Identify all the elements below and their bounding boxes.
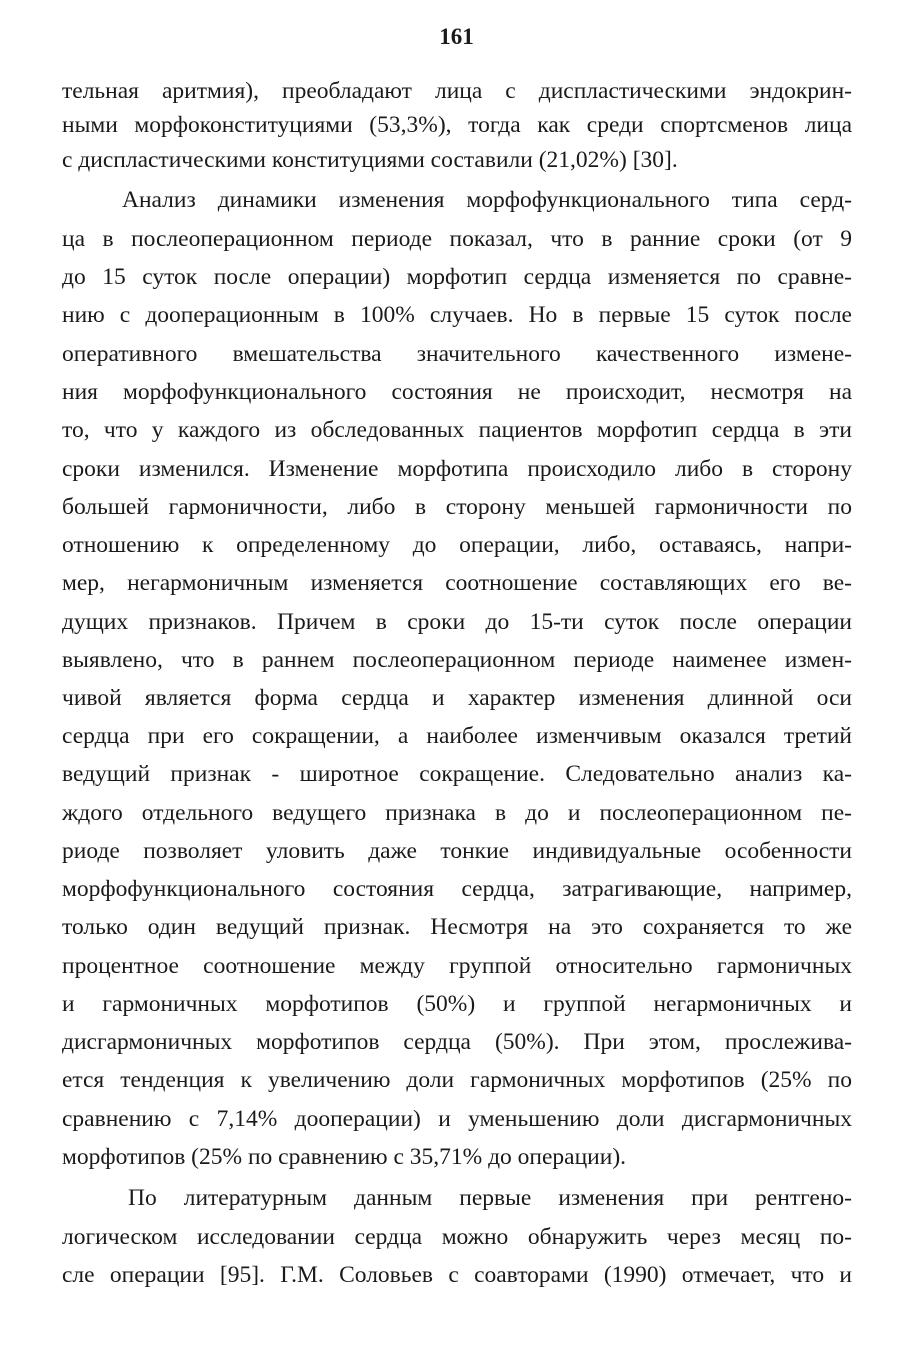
text-line: ждого отдельного ведущего признака в до и послеоперационном пе- — [62, 800, 852, 826]
text-line: морфотипов (25% по сравнению с 35,71% до операции). — [62, 1144, 627, 1170]
text-line: сле операции [95]. Г.М. Соловьев с соавторами (1990) отмечает, что и — [62, 1262, 852, 1288]
text-line: и гармоничных морфотипов (50%) и группой негармоничных и — [62, 991, 852, 1017]
text-line: ется тенденция к увеличению доли гармоничных морфотипов (25% по — [62, 1067, 852, 1093]
text-line: оперативного вмешательства значительного качественного измене- — [62, 341, 852, 367]
text-line: процентное соотношение между группой относительно гармоничных — [62, 953, 852, 979]
text-line: ния морфофункционального состояния не происходит, несмотря на — [62, 379, 852, 405]
text-line: выявлено, что в раннем послеоперационном периоде наименее измен- — [62, 647, 852, 673]
text-line: сроки изменился. Изменение морфотипа происходило либо в сторону — [62, 456, 852, 482]
text-line: риоде позволяет уловить даже тонкие индивидуальные особенности — [62, 838, 852, 864]
text-line: ными морфоконституциями (53,3%), тогда как среди спортсменов лица — [62, 112, 852, 138]
text-line: логическом исследовании сердца можно обнаружить через месяц по- — [62, 1224, 852, 1250]
text-line: Анализ динамики изменения морфофункционального типа серд- — [122, 187, 852, 213]
text-line: По литературным данным первые изменения при рентгено- — [128, 1185, 852, 1211]
text-line: мер, негармоничным изменяется соотношение составляющих его ве- — [62, 570, 852, 596]
text-line: нию с дооперационным в 100% случаев. Но в первые 15 суток после — [62, 302, 852, 328]
text-line: ведущий признак - широтное сокращение. Следовательно анализ ка- — [62, 761, 852, 787]
text-line: чивой является форма сердца и характер изменения длинной оси — [62, 685, 852, 711]
text-line: отношению к определенному до операции, либо, оставаясь, напри- — [62, 532, 852, 558]
text-line: то, что у каждого из обследованных пациентов морфотип сердца в эти — [62, 417, 852, 443]
text-line: с диспластическими конституциями составили (21,02%) [30]. — [62, 147, 678, 173]
page-number: 161 — [439, 24, 474, 49]
text-line: большей гармоничности, либо в сторону меньшей гармоничности по — [62, 494, 852, 520]
text-line: морфофункционального состояния сердца, затрагивающие, например, — [62, 876, 852, 902]
text-line: сравнению с 7,14% дооперации) и уменьшению доли дисгармоничных — [62, 1106, 852, 1132]
text-line: только один ведущий признак. Несмотря на это сохраняется то же — [62, 914, 852, 940]
text-line: дущих признаков. Причем в сроки до 15-ти суток после операции — [62, 609, 852, 635]
text-line: сердца при его сокращении, а наиболее изменчивым оказался третий — [62, 723, 852, 749]
text-line: ца в послеоперационном периоде показал, что в ранние сроки (от 9 — [62, 226, 852, 252]
text-line: дисгармоничных морфотипов сердца (50%). При этом, прослежива- — [62, 1029, 852, 1055]
text-line: до 15 суток после операции) морфотип сердца изменяется по сравне- — [62, 264, 852, 290]
text-line: тельная аритмия), преобладают лица с диспластическими эндокрин- — [62, 78, 852, 104]
